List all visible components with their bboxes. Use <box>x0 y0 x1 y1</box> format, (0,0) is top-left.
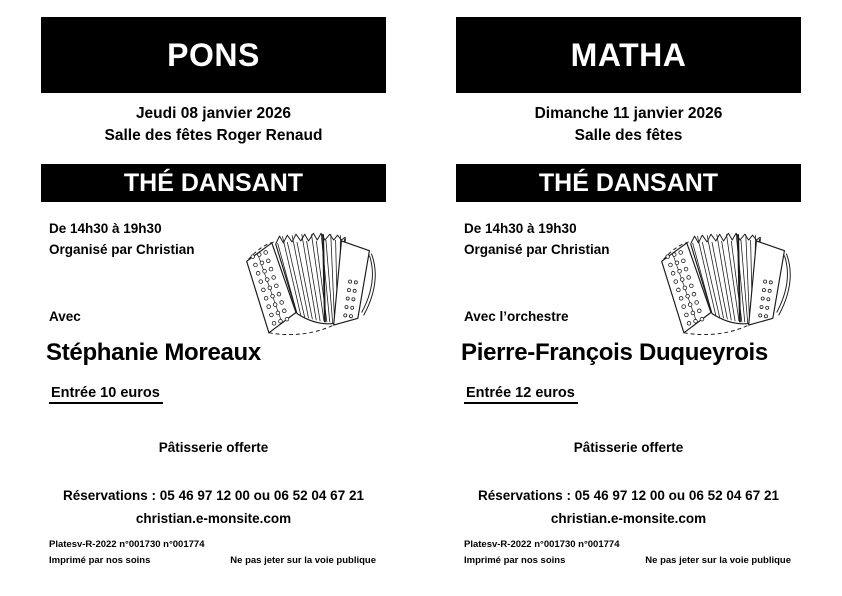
event-title: THÉ DANSANT <box>123 168 304 197</box>
time-line: De 14h30 à 19h30 <box>464 221 577 236</box>
printed-note: Imprimé par nos soins <box>49 555 151 566</box>
accordion-icon <box>237 228 382 340</box>
website-link: christian.e-monsite.com <box>135 511 292 526</box>
date-line: Dimanche 11 janvier 2026 <box>534 105 723 122</box>
pastry-note: Pâtisserie offerte <box>573 440 684 455</box>
website-link: christian.e-monsite.com <box>550 511 707 526</box>
date-block <box>41 103 386 147</box>
venue-line: Salle des fêtes <box>574 127 683 144</box>
city-banner <box>456 17 801 93</box>
city-name: PONS <box>167 36 260 73</box>
organizer-line: Organisé par Christian <box>464 242 610 257</box>
license-number: Platesv-R-2022 n°001730 n°001774 <box>49 539 205 550</box>
city-banner <box>41 17 386 93</box>
pastry-note: Pâtisserie offerte <box>158 440 269 455</box>
license-number: Platesv-R-2022 n°001730 n°001774 <box>464 539 620 550</box>
event-title-banner <box>456 164 801 202</box>
date-block <box>456 103 801 147</box>
artist-name: Pierre-François Duqueyrois <box>461 339 768 366</box>
reservations-block <box>456 484 801 530</box>
city-name: MATHA <box>570 36 687 73</box>
event-title: THÉ DANSANT <box>538 168 719 197</box>
flyer-matha <box>456 17 801 592</box>
footer-row <box>41 554 386 568</box>
litter-note: Ne pas jeter sur la voie publique <box>645 555 791 566</box>
venue-line: Salle des fêtes Roger Renaud <box>104 127 323 144</box>
time-line: De 14h30 à 19h30 <box>49 221 162 236</box>
footer-row <box>456 554 801 568</box>
event-title-banner <box>41 164 386 202</box>
reservations-block <box>41 484 386 530</box>
printed-note: Imprimé par nos soins <box>464 555 566 566</box>
organizer-line: Organisé par Christian <box>49 242 195 257</box>
reservations-line: Réservations : 05 46 97 12 00 ou 06 52 04 67 21 <box>63 488 364 503</box>
with-label: Avec l’orchestre <box>464 309 569 324</box>
date-line: Jeudi 08 janvier 2026 <box>135 105 292 122</box>
with-label: Avec <box>49 309 81 324</box>
artist-name: Stéphanie Moreaux <box>46 339 261 366</box>
reservations-line: Réservations : 05 46 97 12 00 ou 06 52 04 67 21 <box>478 488 779 503</box>
entry-fee: Entrée 10 euros <box>41 384 386 403</box>
litter-note: Ne pas jeter sur la voie publique <box>230 555 376 566</box>
entry-fee: Entrée 12 euros <box>456 384 801 403</box>
flyer-pons <box>41 17 386 592</box>
accordion-icon <box>652 228 797 340</box>
